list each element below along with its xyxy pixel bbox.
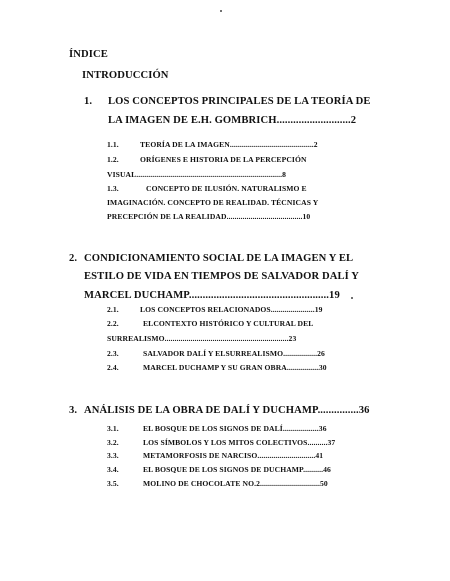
- chapter-1-title-line1: LOS CONCEPTOS PRINCIPALES DE LA TEORÍA DE: [108, 96, 371, 107]
- section-2-3-title: SALVADOR DALÍ Y ELSURREALISMO.................26: [143, 349, 325, 358]
- index-title: ÍNDICE: [69, 49, 108, 60]
- chapter-2-title-line2: ESTILO DE VIDA EN TIEMPOS DE SALVADOR DALÍ Y: [84, 271, 360, 282]
- section-1-1-number: 1.1.: [107, 140, 119, 149]
- section-2-2-number: 2.2.: [107, 319, 119, 328]
- section-2-4-number: 2.4.: [107, 363, 119, 372]
- section-2-4-title: MARCEL DUCHAMP Y SU GRAN OBRA................30: [143, 363, 327, 372]
- section-3-2-number: 3.2.: [107, 438, 119, 447]
- section-3-3-number: 3.3.: [107, 451, 119, 460]
- section-3-4-number: 3.4.: [107, 465, 119, 474]
- section-1-1-title: TEORÍA DE LA IMAGEN..........................................2: [140, 140, 318, 149]
- section-1-3-title-line2: IMAGINACIÓN. CONCEPTO DE REALIDAD. TÉCNICAS Y: [107, 198, 319, 207]
- section-2-2-title-line2: SURREALISMO..............................................................23: [107, 334, 297, 343]
- section-1-3-title-line1: CONCEPTO DE ILUSIÓN. NATURALISMO E: [146, 184, 307, 193]
- chapter-1-number: 1.: [84, 96, 93, 107]
- section-2-1-number: 2.1.: [107, 305, 119, 314]
- introduction-heading: INTRODUCCIÓN: [82, 70, 169, 81]
- chapter-2-number: 2.: [69, 253, 78, 264]
- chapter-1-title-line2: LA IMAGEN DE E.H. GOMBRICH...........................2: [108, 115, 357, 126]
- section-3-4-title: EL BOSQUE DE LOS SIGNOS DE DUCHAMP..........46: [143, 465, 331, 474]
- section-2-1-title: LOS CONCEPTOS RELACIONADOS......................19: [140, 305, 323, 314]
- section-1-2-title-line1: ORÍGENES E HISTORIA DE LA PERCEPCIÓN: [140, 155, 307, 164]
- chapter-3-number: 3.: [69, 405, 78, 416]
- section-3-1-number: 3.1.: [107, 424, 119, 433]
- chapter-3-title: ANÁLISIS DE LA OBRA DE DALÍ Y DUCHAMP...............36: [84, 405, 370, 416]
- section-1-3-number: 1.3.: [107, 184, 119, 193]
- section-3-5-title: MOLINO DE CHOCOLATE NO.2..............................50: [143, 479, 328, 488]
- section-2-2-title-line1: ELCONTEXTO HISTÓRICO Y CULTURAL DEL: [143, 319, 314, 328]
- section-3-2-title: LOS SÍMBOLOS Y LOS MITOS COLECTIVOS..........37: [143, 438, 336, 447]
- chapter-2-title-line3: MARCEL DUCHAMP...................................................19: [84, 290, 340, 301]
- section-3-3-title: METAMORFOSIS DE NARCISO.............................41: [143, 451, 324, 460]
- scan-speck: [351, 297, 353, 299]
- section-1-2-title-line2: VISUAL.........................................................................8: [107, 170, 287, 179]
- chapter-2-title-line1: CONDICIONAMIENTO SOCIAL DE LA IMAGEN Y EL: [84, 253, 354, 264]
- section-2-3-number: 2.3.: [107, 349, 119, 358]
- section-3-5-number: 3.5.: [107, 479, 119, 488]
- section-1-3-title-line3: PRECEPCIÓN DE LA REALIDAD......................................10: [107, 212, 311, 221]
- scan-speck: [220, 10, 222, 12]
- section-1-2-number: 1.2.: [107, 155, 119, 164]
- section-3-1-title: EL BOSQUE DE LOS SIGNOS DE DALÍ..................36: [143, 424, 327, 433]
